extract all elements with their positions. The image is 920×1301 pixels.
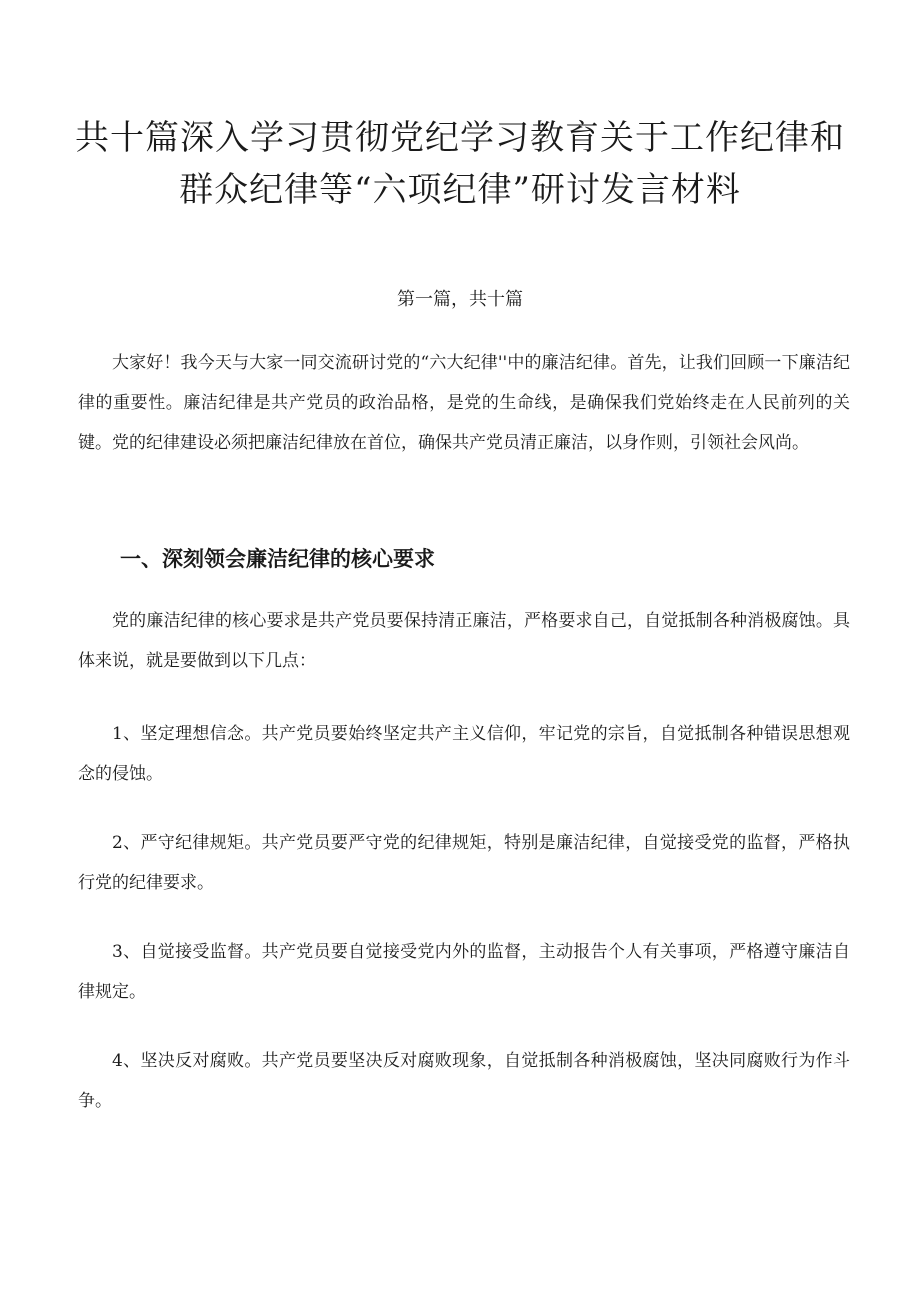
list-item: 2、严守纪律规矩。共产党员要严守党的纪律规矩，特别是廉洁纪律，自觉接受党的监督，严格执行党的纪律要求。 xyxy=(78,833,850,893)
document-title: 共十篇深入学习贯彻党纪学习教育关于工作纪律和群众纪律等“六项纪律”研讨发言材料 xyxy=(75,118,845,210)
document-subtitle: 第一篇，共十篇 xyxy=(397,289,523,310)
list-item: 1、坚定理想信念。共产党员要始终坚定共产主义信仰，牢记党的宗旨，自觉抵制各种错误思想观念的侵蚀。 xyxy=(78,724,850,784)
list-item: 3、自觉接受监督。共产党员要自觉接受党内外的监督，主动报告个人有关事项，严格遵守廉洁自律规定。 xyxy=(78,942,850,1002)
core-paragraph: 党的廉洁纪律的核心要求是共产党员要保持清正廉洁，严格要求自己，自觉抵制各种消极腐蚀。具体来说，就是要做到以下几点： xyxy=(78,611,850,671)
section-heading: 一、深刻领会廉洁纪律的核心要求 xyxy=(120,546,435,571)
list-item: 4、坚决反对腐败。共产党员要坚决反对腐败现象，自觉抵制各种消极腐蚀，坚决同腐败行为作斗争。 xyxy=(78,1051,850,1111)
intro-paragraph: 大家好！我今天与大家一同交流研讨党的“六大纪律''中的廉洁纪律。首先，让我们回顾一下廉洁纪律的重要性。廉洁纪律是共产党员的政治品格，是党的生命线，是确保我们党始终走在人民前列的关键。党的纪律建设必须把廉洁纪律放在首位，确保共产党员清正廉洁，以身作则，引领社会风尚。 xyxy=(78,353,850,453)
